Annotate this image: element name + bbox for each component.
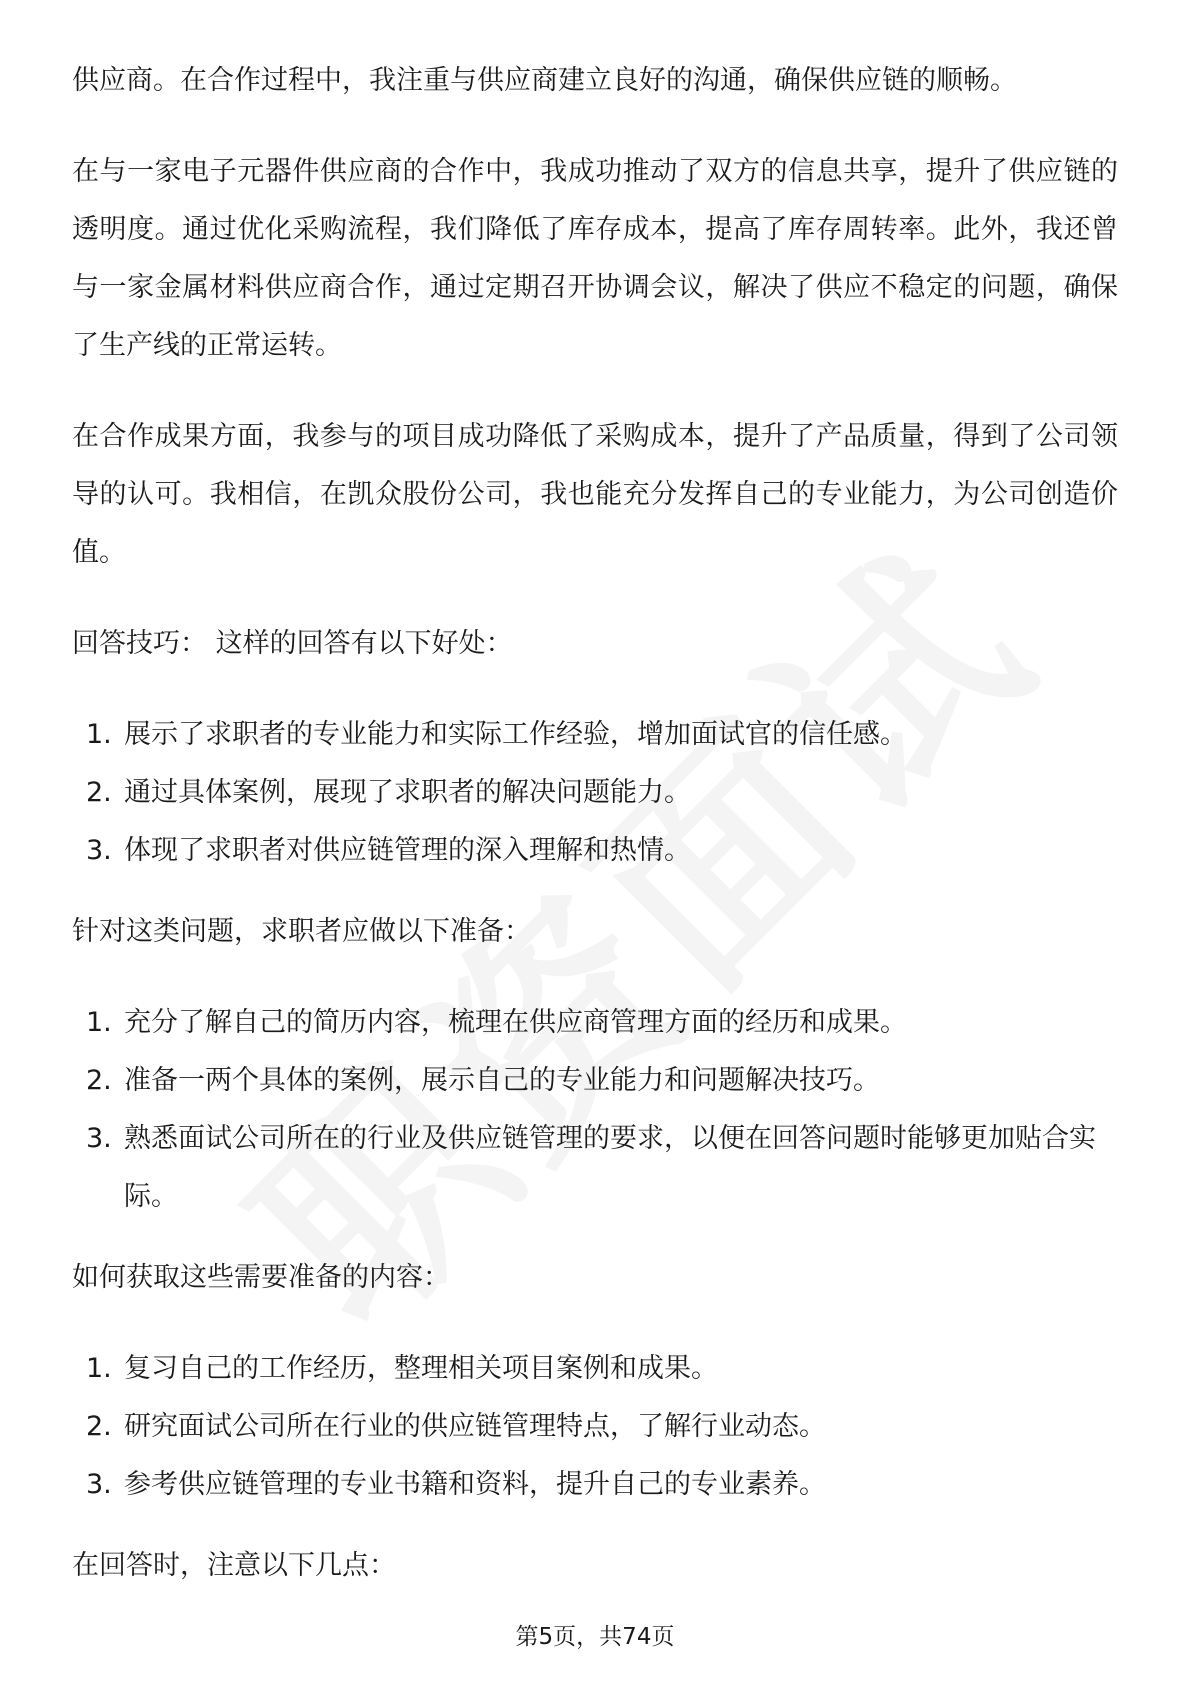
list-text: 研究面试公司所在行业的供应链管理特点，了解行业动态。: [124, 1411, 826, 1442]
list-item: [72, 1052, 1118, 1110]
section-heading: 在回答时，注意以下几点：: [72, 1550, 396, 1581]
section-heading: 回答技巧： 这样的回答有以下好处：: [72, 628, 513, 659]
list-text: 充分了解自己的简历内容，梳理在供应商管理方面的经历和成果。: [124, 1007, 907, 1038]
paragraph: 在与一家电子元器件供应商的合作中，我成功推动了双方的信息共享，提升了供应链的透明度。通过优化采购流程，我们降低了库存成本，提高了库存周转率。此外，我还曾与一家金属材料供应商合作，通过定期召开协调会议，解决了供应不稳定的问题，确保了生产线的正常运转。: [72, 156, 1118, 361]
list-item: [72, 1456, 1118, 1514]
list-text: 参考供应链管理的专业书籍和资料，提升自己的专业素养。: [124, 1469, 826, 1500]
list-number: 2.: [86, 777, 112, 808]
numbered-list: [72, 1340, 1118, 1514]
list-item: [72, 1340, 1118, 1398]
list-item: [72, 994, 1118, 1052]
section-heading: 针对这类问题，求职者应做以下准备：: [72, 916, 531, 947]
list-number: 3.: [86, 1123, 112, 1154]
list-number: 1.: [86, 719, 112, 750]
paragraph: 供应商。在合作过程中，我注重与供应商建立良好的沟通，确保供应链的顺畅。: [72, 65, 1017, 96]
page-number: 第5页，共74页: [515, 1624, 675, 1650]
list-text: 通过具体案例，展现了求职者的解决问题能力。: [124, 777, 691, 808]
list-number: 1.: [86, 1007, 112, 1038]
list-text: 准备一两个具体的案例，展示自己的专业能力和问题解决技巧。: [124, 1065, 880, 1096]
list-item: [72, 1110, 1118, 1226]
numbered-list: [72, 994, 1118, 1226]
section-heading: 如何获取这些需要准备的内容：: [72, 1262, 450, 1293]
list-number: 2.: [86, 1411, 112, 1442]
list-item: [72, 706, 1118, 764]
numbered-list: [72, 706, 1118, 880]
list-text: 展示了求职者的专业能力和实际工作经验，增加面试官的信任感。: [124, 719, 907, 750]
list-item: [72, 822, 1118, 880]
list-text: 体现了求职者对供应链管理的深入理解和热情。: [124, 835, 691, 866]
paragraph: 在合作成果方面，我参与的项目成功降低了采购成本，提升了产品质量，得到了公司领导的认可。我相信，在凯众股份公司，我也能充分发挥自己的专业能力，为公司创造价值。: [72, 421, 1118, 568]
list-item: [72, 1398, 1118, 1456]
list-number: 3.: [86, 835, 112, 866]
list-number: 3.: [86, 1469, 112, 1500]
list-item: [72, 764, 1118, 822]
list-text: 复习自己的工作经历，整理相关项目案例和成果。: [124, 1353, 718, 1384]
list-number: 2.: [86, 1065, 112, 1096]
list-text: 熟悉面试公司所在的行业及供应链管理的要求，以便在回答问题时能够更加贴合实际。: [124, 1123, 1096, 1212]
list-number: 1.: [86, 1353, 112, 1384]
document-page: [72, 52, 1118, 1628]
